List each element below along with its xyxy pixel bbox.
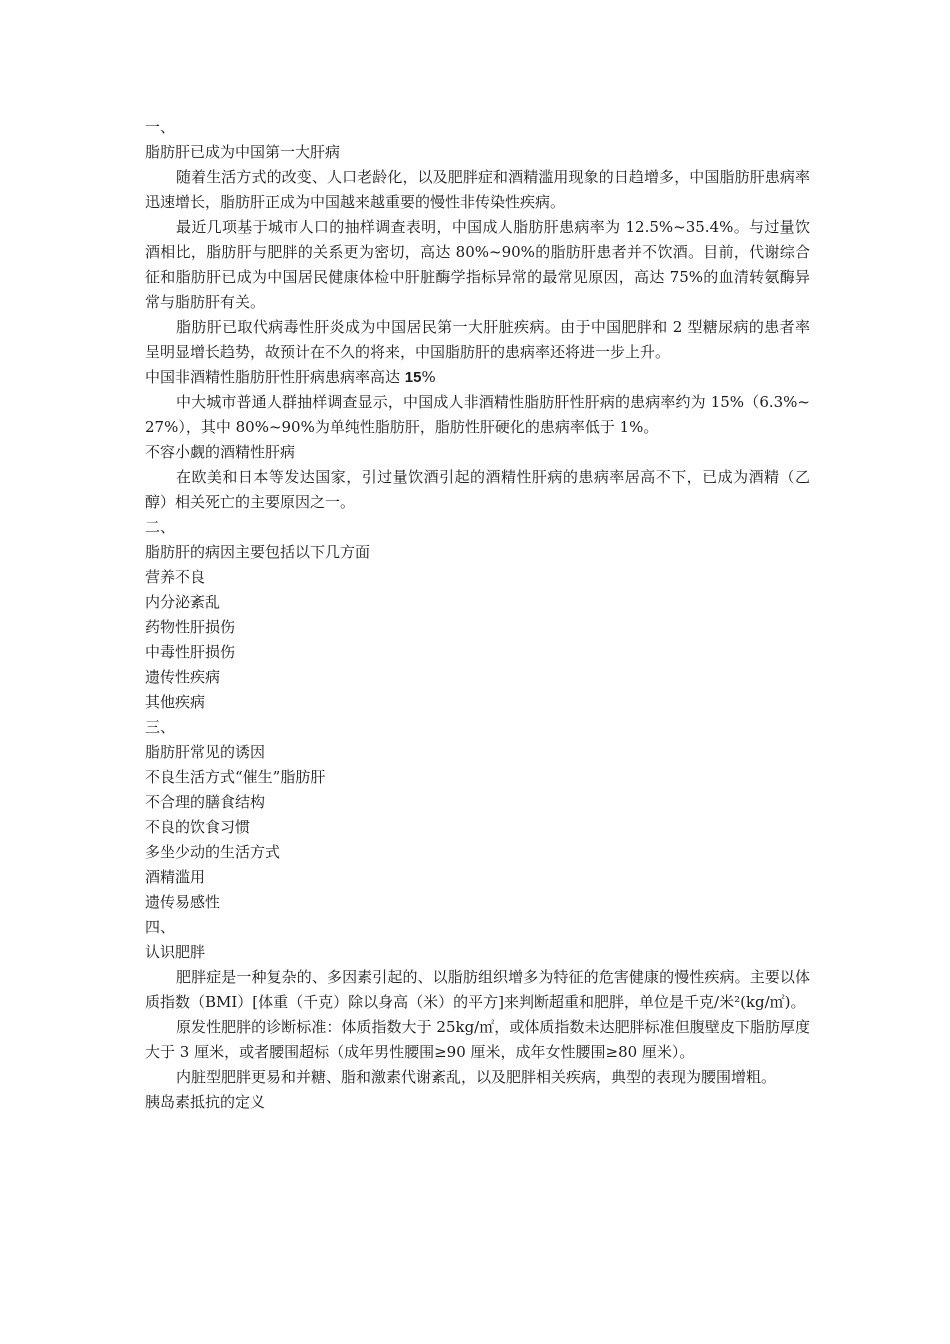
- trigger-item: 遗传易感性: [145, 893, 221, 911]
- section-4-paragraph-3: 内脏型肥胖更易和并糖、脂和激素代谢紊乱，以及肥胖相关疾病，典型的表现为腰围增粗。: [176, 1068, 777, 1086]
- document-body: [145, 115, 810, 1115]
- section-4-heading: 四、: [145, 918, 176, 936]
- section-4-paragraph-1: 肥胖症是一种复杂的、多因素引起的、以脂肪组织增多为特征的危害健康的慢性疾病。主要以体质指数（BMI）[体重（千克）除以身高（米）的平方]来判断超重和肥胖，单位是千克/米²(kg/㎡)。: [145, 968, 810, 1011]
- section-2-title: 脂肪肝的病因主要包括以下几方面: [145, 543, 371, 561]
- cause-item: 中毒性肝损伤: [145, 643, 236, 661]
- section-1-subheading-nafld: [145, 365, 810, 390]
- section-1-paragraph-2: 最近几项基于城市人口的抽样调查表明，中国成人脂肪肝患病率为 12.5%~35.4%。与过量饮酒相比，脂肪肝与肥胖的关系更为密切，高达 80%~90%的脂肪肝患者并不饮酒。目前，代谢综合征和脂肪肝已成为中国居民健康体检中肝脏酶学指标异常的最常见原因，高达 75%的血清转氨酶异常与脂肪肝有关。: [145, 218, 810, 311]
- section-5-title: 胰岛素抵抗的定义: [145, 1093, 266, 1111]
- cause-item: 药物性肝损伤: [145, 618, 236, 636]
- section-2-heading: 二、: [145, 518, 176, 536]
- cause-item: 其他疾病: [145, 693, 206, 711]
- section-1-paragraph-3: 脂肪肝已取代病毒性肝炎成为中国居民第一大肝脏疾病。由于中国肥胖和 2 型糖尿病的患者率呈明显增长趋势，故预计在不久的将来，中国脂肪肝的患病率还将进一步上升。: [145, 318, 810, 361]
- subheading-value: 15: [404, 369, 422, 386]
- section-1-paragraph-5: 在欧美和日本等发达国家，引过量饮酒引起的酒精性肝病的患病率居高不下，已成为酒精（乙醇）相关死亡的主要原因之一。: [145, 468, 810, 511]
- section-1-title: 脂肪肝已成为中国第一大肝病: [145, 143, 341, 161]
- section-3-heading: 三、: [145, 718, 176, 736]
- section-3-title: 脂肪肝常见的诱因: [145, 743, 266, 761]
- trigger-item: 不合理的膳食结构: [145, 793, 266, 811]
- section-1-heading: 一、: [145, 118, 176, 136]
- section-4-paragraph-2: 原发性肥胖的诊断标准：体质指数大于 25kg/㎡，或体质指数未达肥胖标准但腹壁皮下脂肪厚度大于 3 厘米，或者腰围超标（成年男性腰围≥90 厘米，成年女性腰围≥80 厘米）。: [145, 1018, 810, 1061]
- cause-item: 内分泌紊乱: [145, 593, 221, 611]
- section-1-paragraph-4: 中大城市普通人群抽样调查显示，中国成人非酒精性脂肪肝性肝病的患病率约为 15%（6.3%~27%），其中 80%~90%为单纯性脂肪肝，脂肪性肝硬化的患病率低于 1%。: [145, 393, 810, 436]
- cause-item: 遗传性疾病: [145, 668, 221, 686]
- section-1-paragraph-1: 随着生活方式的改变、人口老龄化，以及肥胖症和酒精滥用现象的日趋增多，中国脂肪肝患病率迅速增长，脂肪肝正成为中国越来越重要的慢性非传染性疾病。: [145, 168, 810, 211]
- trigger-item: 多坐少动的生活方式: [145, 843, 281, 861]
- trigger-item: 不良生活方式“催生”脂肪肝: [145, 768, 326, 786]
- subheading-suffix: %: [421, 368, 436, 386]
- section-1-subheading-alcoholic: 不容小觑的酒精性肝病: [145, 443, 296, 461]
- section-4-title: 认识肥胖: [145, 943, 206, 961]
- trigger-item: 酒精滥用: [145, 868, 206, 886]
- cause-item: 营养不良: [145, 568, 206, 586]
- trigger-item: 不良的饮食习惯: [145, 818, 251, 836]
- subheading-prefix: 中国非酒精性脂肪肝性肝病患病率高达: [145, 368, 405, 386]
